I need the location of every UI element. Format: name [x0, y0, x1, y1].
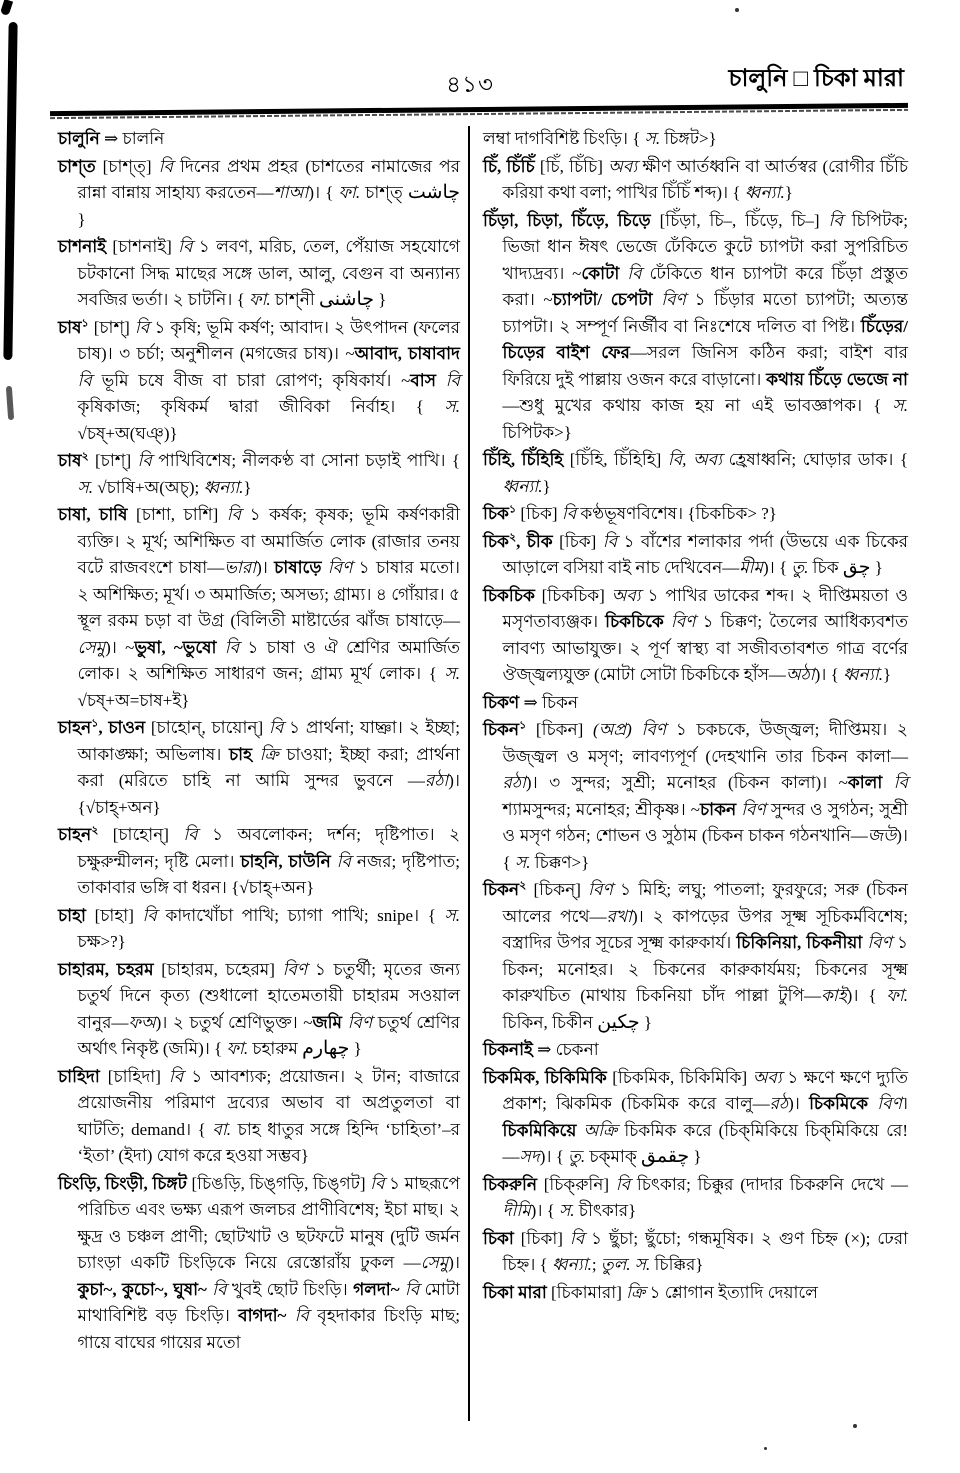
- dictionary-entry: চাশ্‌ত [চাশ্‌ত্] বি দিনের প্রথম প্রহর (চাশতের নামাজের পর রান্না বান্নায় সাহায্য করতেন—শাআ)। { ফা. চাশ্‌ত্ چاشت }: [58, 156, 460, 229]
- dictionary-entry: চাহন$^২$ [চাহোন্] বি ১ অবলোকন; দর্শন; দৃষ্টিপাত। ২ চক্ষুরুন্মীলন; দৃষ্টি মেলা। চাহনি, চাউনি বি নজর; দৃষ্টিপাত; তাকাবার ভঙ্গি বা ধরন। {√চাহ্+অন}: [58, 824, 461, 897]
- dictionary-entry: চাষ$^১$ [চাশ্] বি ১ কৃষি; ভূমি কর্ষণ; আবাদ। ২ উৎপাদন (ফলের চাষ)। ৩ চর্চা; অনুশীলন (মগজের চাষ)। ~আবাদ, চাষাবাদ বি ভূমি চষে বীজ বা চারা রোপণ; কৃষিকার্য। ~বাস বি কৃষিকাজ; কৃষিকর্ম দ্বারা জীবিকা নির্বাহ। { স. √চষ্+অ(ঘঞ্)}: [58, 316, 461, 443]
- dictionary-entry: চিকন$^২$ [চিকন্] বিণ ১ মিহি; লঘু; পাতলা; ফুরফুরে; সরু (চিকন আলের পথে—রখা)। ২ কাপড়ের উপর সূক্ষ্ম সূচিকর্মবিশেষ; বস্ত্রাদির উপর সূচের সূক্ষ্ম কারুকার্য। চিকিনিয়া, চিকনীয়া বিণ ১ চিকন; মনোহর। ২ চিকনের কারুকার্যময়; চিকনের সূক্ষ্ম কারুখচিত (মাথায় চিকনিয়া চাঁদ পাল্লা টুপি—কাই)। { ফা. চিকিন, চিকীন چكين }: [483, 879, 909, 1033]
- dictionary-entry: চিংড়ি, চিংড়ী, চিঙ্গট [চিঙড়ি, চিঙ্‌গড়ি, চিঙ্‌গট] বি ১ মাছরূপে পরিচিত এবং ভক্ষ্য এরূপ জলচর প্রাণীবিশেষ; ইচা মাছ। ২ ক্ষুদ্র ও চঞ্চল প্রাণী; ছোটখাট ও ছটফটে মানুষ (দুটি জর্মন চ্যাংড়া একটি চিংড়িকে নিয়ে রেস্তোরাঁয় ঢুকল —সেমু)। কুচা~, কুচো~, ঘুষা~ বি খুবই ছোট চিংড়ি। গলদা~ বি মোটা মাথাবিশিষ্ট বড় চিংড়ি। বাগদা~ বি বৃহদাকার চিংড়ি মাছ; গায়ে বাঘের গায়ের মতো: [58, 1173, 461, 1352]
- dictionary-entry: চিকা মারা [চিকামারা] ক্রি ১ শ্লোগান ইত্যাদি দেয়ালে: [483, 1282, 818, 1302]
- arabic-etymon: چهارم: [302, 1038, 350, 1059]
- dictionary-entry: চালুনি ⇒ চালনি: [58, 129, 165, 148]
- arabic-etymon: چاشت: [407, 182, 460, 203]
- dictionary-entry: চিক$^২$, চীক [চিক] বি ১ বাঁশের শলাকার পর্দা (উভয়ে এক চিকের আড়ালে বসিয়া বাই নাচ দেখিবেন—মীম)। { তু. চিক چق }: [483, 530, 909, 578]
- arabic-etymon: چقمق: [640, 1146, 690, 1167]
- dictionary-entry: চিঁড়া, চিড়া, চিঁড়ে, চিড়ে [চিঁড়া, চি–, চিঁড়ে, চি–] বি চিপিটক; ভিজা ধান ঈষৎ ভেজে ঢেঁকিতে কুটে চ্যাপটা করা সুপরিচিত খাদ্যদ্রব্য। ~কোটা বি ঢেঁকিতে ধান চ্যাপটা করে চিঁড়া প্রস্তুত করা। ~চ্যাপটা/ চেপটা বিণ ১ চিঁড়ার মতো চ্যাপটা; অত্যন্ত চ্যাপটা। ২ সম্পূর্ণ নির্জীব বা নিঃশেষে দলিত বা পিষ্ট। চিঁড়ের/চিড়ের বাইশ ফের—সরল জিনিস কঠিন করা; বাইশ বার ফিরিয়ে দুই পাল্লায় ওজন করে বাড়ানো। কথায় চিঁড়ে ভেজে না—শুধু মুখের কথায় কাজ হয় না এই ভাবজ্ঞাপক। { স. চিপিটক>}: [483, 210, 909, 442]
- dictionary-body: [58, 126, 908, 1461]
- scan-artifact-left-bar: [3, 22, 17, 360]
- dictionary-entry: চিকা [চিকা] বি ১ ছুঁচা; ছুঁচো; গন্ধমূষিক। ২ গুণ চিহ্ন (×); ঢেরা চিহ্ন। { ধ্বন্যা.; তুল. স. চিক্কির}: [483, 1228, 908, 1274]
- dictionary-entry: চাহিদা [চাহিদা] বি ১ আবশ্যক; প্রয়োজন। ২ টান; বাজারে প্রয়োজনীয় পরিমাণ দ্রব্যের অভাব বা অপ্রতুলতা বা ঘাটতি; demand। { বা. চাহ ধাতুর সঙ্গে হিন্দি ‘চাহিতা’–র ‘ইতা’ (ইদা) যোগ করে হওয়া সম্ভব}: [58, 1066, 461, 1165]
- dictionary-entry: চিক$^১$ [চিক] বি কণ্ঠভূষণবিশেষ। {চিকচিক> ?}: [483, 503, 777, 523]
- scan-artifact-squiggle: [6, 386, 14, 420]
- dictionary-entry: চিকমিক, চিকিমিকি [চিকমিক, চিকিমিকি] অব্য ১ ক্ষণে ক্ষণে দ্যুতি প্রকাশ; ঝিকমিক (চিকমিক করে বালু—রঠ)। চিকমিকে বিণ। চিকমিকিয়ে অক্রি চিকমিক করে (চিক্‌মিকিয়ে চিক্‌মিকিয়ে রে! —সদ)। { তু. চক্‌মাক্ چقمق }: [483, 1067, 908, 1167]
- dictionary-entry: চিকণ ⇒ চিকন: [483, 692, 579, 712]
- arabic-etymon: چكين: [597, 1011, 640, 1033]
- dictionary-entry-continuation: লম্বা দাগবিশিষ্ট চিংড়ি। { স. চিঙ্গট>}: [483, 129, 717, 148]
- dictionary-entry: চিকচিক [চিকচিক] অব্য ১ পাখির ডাকের শব্দ। ২ দীপ্তিময়তা ও মসৃণতাব্যঞ্জক। চিকচিকে বিণ ১ চিক্কণ; তৈলের আধিক্যবশত লাবণ্য আভাযুক্ত। ২ পূর্ণ স্বাস্থ্য বা সজীবতাবশত গাত্র বর্ণের ঔজ্জ্বল্যযুক্ত (মোটা সোটা চিকচিকে হাঁস—অঠা)। { ধ্বন্যা.}: [483, 585, 908, 684]
- dictionary-entry: চিকরুনি [চিক্‌রুনি] বি চিৎকার; চিক্কুর (দাদার চিকরুনি দেখে —দীমি)। { স. চীৎকার}: [483, 1174, 908, 1220]
- dictionary-entry: চিঁহি, চিঁহিহি [চিঁহি, চিঁহিহি] বি, অব্য হ্রেষাধ্বনি; ঘোড়ার ডাক। { ধ্বন্যা.}: [483, 450, 908, 496]
- dictionary-entry: চিকন$^১$ [চিকন] (অপ্র) বিণ ১ চকচকে, উজ্জ্বল; দীপ্তিময়। ২ উজ্জ্বল ও মসৃণ; লাবণ্যপূর্ণ (দেহখানি তার চিকন কালা—রঠা)। ৩ সুন্দর; সুশ্রী; মনোহর (চিকন কালা)। ~কালা বি শ্যামসুন্দর; মনোহর; শ্রীকৃষ্ণ। ~চাকন বিণ সুন্দর ও সুগঠন; সুশ্রী ও মসৃণ গঠন; শোভন ও সুঠাম (চিকন চাকন গঠনখানি—জউ)। { স. চিক্কণ>}: [483, 719, 908, 872]
- dictionary-entry: চিকনাই ⇒ চেকনা: [483, 1040, 599, 1059]
- dictionary-entry: চাহন$^১$, চাওন [চাহোন্, চায়োন্] বি ১ প্রার্থনা; যাচ্ঞা। ২ ইচ্ছা; আকাঙ্ক্ষা; অভিলাষ। চাহ ক্রি চাওয়া; ইচ্ছা করা; প্রার্থনা করা (মরিতে চাহি না আমি সুন্দর ভুবনে —রঠা)। {√চাহ্+অন}: [58, 717, 460, 817]
- scan-artifact-dot: [735, 8, 739, 12]
- left-column: [58, 126, 460, 1461]
- page-number: ৪১৩: [446, 72, 494, 97]
- arabic-etymon: چق: [842, 557, 871, 578]
- dictionary-entry: চাষা, চাষি [চাশা, চাশি] বি ১ কর্ষক; কৃষক; ভূমি কর্ষণকারী ব্যক্তি। ২ মূর্খ; অশিক্ষিত বা অমার্জিত লোক (রাজার তনয় বটে রাজবংশে চাষা—ভারা)। চাষাড়ে বিণ ১ চাষার মতো। ২ অশিক্ষিত; মূর্খ। ৩ অমার্জিত; অসভ্য; গ্রাম্য। ৪ গোঁয়ার। ৫ স্থূল রকম চড়া বা উগ্র (বিলিতী মাষ্টার্ডের ঝাঁজ চাষাড়ে—সেমু)। ~ভুষা, ~ভুষো বি ১ চাষা ও ঐ শ্রেণির অমার্জিত লোক। ২ অশিক্ষিত সাধারণ জন; গ্রাম্য মূর্খ লোক। { স. √চষ্+অ=চাষ+ই}: [58, 505, 461, 710]
- dictionary-entry: চাষ$^২$ [চাশ্] বি পাখিবিশেষ; নীলকণ্ঠ বা সোনা চড়াই পাখি। { স. √চাষি+অ(অচ্); ধ্বন্যা.}: [58, 450, 460, 497]
- dictionary-entry: চাহা [চাহা] বি কাদাখোঁচা পাখি; চ্যাগা পাখি; snipe। { স. চক্ষ>?}: [58, 905, 461, 951]
- dictionary-entry: চিঁ, চিঁচিঁ [চিঁ, চিঁচি] অব্য ক্ষীণ আর্তধ্বনি বা আর্তস্বর (রোগীর চিঁচি করিয়া কথা বলা; পাখির চিঁচিঁ শব্দ)। { ধ্বন্যা.}: [483, 156, 908, 202]
- dictionary-entry: চাহারম, চহরম [চাহারম, চহেরম] বিণ ১ চতুর্থী; মৃতের জন্য চতুর্থ দিনে কৃত্য (শুধালো হাতেমতায়ী চাহারম সওয়াল বানুর—ফঅ)। ২ চতুর্থ শ্রেণিভুক্ত। ~জমি বিণ চতুর্থ শ্রেণির অর্থাৎ নিকৃষ্ট (জমি)। { ফা. চহারুম چهارم }: [58, 959, 461, 1059]
- right-column: [470, 126, 908, 1461]
- scan-artifact-top-nib: [0, 0, 13, 16]
- arabic-etymon: چاشنی: [318, 289, 374, 310]
- guide-words: চালুনি □ চিকা মারা: [728, 66, 904, 92]
- dictionary-entry: চাশনাই [চাশনাই] বি ১ লবণ, মরিচ, তেল, পেঁয়াজ সহযোগে চটকানো সিদ্ধ মাছের সঙ্গে ডাল, আলু, বেগুন বা অন্যান্য সবজির ভর্তা। ২ চাটনি। { ফা. চাশ্‌নী چاشنی }: [58, 237, 461, 310]
